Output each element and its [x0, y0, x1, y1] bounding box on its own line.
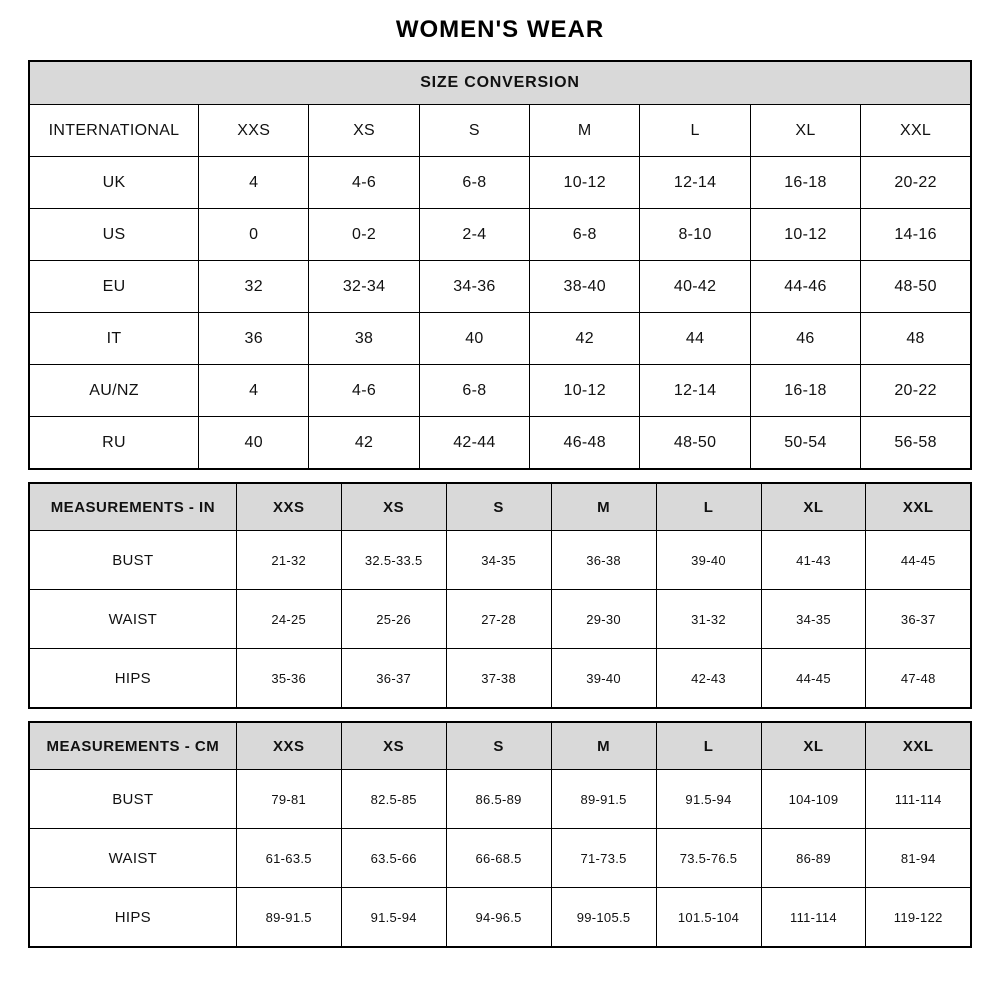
value-cell: 4 [199, 157, 309, 209]
value-cell: 0 [199, 209, 309, 261]
column-header: M [551, 483, 656, 531]
value-cell: 24-25 [236, 590, 341, 649]
value-cell: 29-30 [551, 590, 656, 649]
value-cell: 104-109 [761, 770, 866, 829]
value-cell: 48-50 [861, 261, 971, 313]
table-row [29, 770, 971, 829]
table-row [29, 209, 971, 261]
value-cell: 42 [530, 313, 640, 365]
value-cell: 12-14 [640, 365, 750, 417]
header-row [29, 105, 971, 157]
measurements-in-table [28, 482, 972, 709]
table-row [29, 829, 971, 888]
page-title: WOMEN'S WEAR [395, 16, 605, 43]
column-header: XS [341, 483, 446, 531]
value-cell: 66-68.5 [446, 829, 551, 888]
value-cell: 4-6 [309, 157, 419, 209]
value-cell: 27-28 [446, 590, 551, 649]
value-cell: 8-10 [640, 209, 750, 261]
column-header: M [530, 105, 640, 157]
label-cell: WAIST [29, 829, 236, 888]
row-header: MEASUREMENTS - CM [29, 722, 236, 770]
value-cell: 20-22 [861, 157, 971, 209]
value-cell: 40-42 [640, 261, 750, 313]
value-cell: 101.5-104 [656, 888, 761, 948]
value-cell: 32-34 [309, 261, 419, 313]
label-cell: BUST [29, 770, 236, 829]
column-header: XXL [866, 483, 971, 531]
value-cell: 12-14 [640, 157, 750, 209]
column-header: M [551, 722, 656, 770]
label-cell: EU [29, 261, 199, 313]
value-cell: 40 [199, 417, 309, 470]
value-cell: 34-35 [761, 590, 866, 649]
table-row [29, 649, 971, 709]
value-cell: 36-37 [866, 590, 971, 649]
value-cell: 79-81 [236, 770, 341, 829]
value-cell: 38 [309, 313, 419, 365]
value-cell: 32 [199, 261, 309, 313]
value-cell: 34-35 [446, 531, 551, 590]
column-header: S [419, 105, 529, 157]
label-cell: HIPS [29, 649, 236, 709]
table-row [29, 365, 971, 417]
row-header: MEASUREMENTS - IN [29, 483, 236, 531]
size-conversion-table [28, 60, 972, 470]
value-cell: 46 [750, 313, 860, 365]
table-row [29, 888, 971, 948]
value-cell: 10-12 [530, 157, 640, 209]
value-cell: 91.5-94 [341, 888, 446, 948]
value-cell: 36-37 [341, 649, 446, 709]
value-cell: 32.5-33.5 [341, 531, 446, 590]
value-cell: 6-8 [419, 157, 529, 209]
value-cell: 31-32 [656, 590, 761, 649]
banner-row [29, 61, 971, 105]
label-cell: RU [29, 417, 199, 470]
value-cell: 86-89 [761, 829, 866, 888]
banner-cell: SIZE CONVERSION [29, 61, 971, 105]
value-cell: 39-40 [551, 649, 656, 709]
value-cell: 111-114 [866, 770, 971, 829]
value-cell: 37-38 [446, 649, 551, 709]
label-cell: UK [29, 157, 199, 209]
label-cell: IT [29, 313, 199, 365]
value-cell: 50-54 [750, 417, 860, 470]
value-cell: 82.5-85 [341, 770, 446, 829]
label-cell: HIPS [29, 888, 236, 948]
column-header: XS [309, 105, 419, 157]
value-cell: 42 [309, 417, 419, 470]
column-header: S [446, 483, 551, 531]
column-header: XL [750, 105, 860, 157]
value-cell: 63.5-66 [341, 829, 446, 888]
column-header: XXL [861, 105, 971, 157]
value-cell: 6-8 [419, 365, 529, 417]
value-cell: 20-22 [861, 365, 971, 417]
value-cell: 46-48 [530, 417, 640, 470]
value-cell: 40 [419, 313, 529, 365]
value-cell: 48-50 [640, 417, 750, 470]
value-cell: 71-73.5 [551, 829, 656, 888]
value-cell: 86.5-89 [446, 770, 551, 829]
measurements-cm-table [28, 721, 972, 948]
value-cell: 48 [861, 313, 971, 365]
row-header: INTERNATIONAL [29, 105, 199, 157]
table-row [29, 313, 971, 365]
column-header: XXL [866, 722, 971, 770]
value-cell: 25-26 [341, 590, 446, 649]
label-cell: WAIST [29, 590, 236, 649]
value-cell: 10-12 [750, 209, 860, 261]
table-row [29, 531, 971, 590]
value-cell: 44 [640, 313, 750, 365]
value-cell: 16-18 [750, 365, 860, 417]
value-cell: 35-36 [236, 649, 341, 709]
value-cell: 14-16 [861, 209, 971, 261]
value-cell: 0-2 [309, 209, 419, 261]
value-cell: 2-4 [419, 209, 529, 261]
value-cell: 81-94 [866, 829, 971, 888]
table-row [29, 417, 971, 470]
value-cell: 42-44 [419, 417, 529, 470]
column-header: L [656, 722, 761, 770]
table-row [29, 261, 971, 313]
value-cell: 119-122 [866, 888, 971, 948]
column-header: S [446, 722, 551, 770]
value-cell: 91.5-94 [656, 770, 761, 829]
table-row [29, 590, 971, 649]
column-header: XL [761, 483, 866, 531]
value-cell: 73.5-76.5 [656, 829, 761, 888]
value-cell: 99-105.5 [551, 888, 656, 948]
value-cell: 89-91.5 [551, 770, 656, 829]
value-cell: 39-40 [656, 531, 761, 590]
column-header: L [640, 105, 750, 157]
value-cell: 36 [199, 313, 309, 365]
value-cell: 47-48 [866, 649, 971, 709]
value-cell: 10-12 [530, 365, 640, 417]
value-cell: 61-63.5 [236, 829, 341, 888]
value-cell: 44-46 [750, 261, 860, 313]
value-cell: 34-36 [419, 261, 529, 313]
label-cell: AU/NZ [29, 365, 199, 417]
value-cell: 38-40 [530, 261, 640, 313]
value-cell: 16-18 [750, 157, 860, 209]
table-row [29, 157, 971, 209]
value-cell: 89-91.5 [236, 888, 341, 948]
column-header: XS [341, 722, 446, 770]
value-cell: 44-45 [761, 649, 866, 709]
value-cell: 44-45 [866, 531, 971, 590]
column-header: XL [761, 722, 866, 770]
value-cell: 4-6 [309, 365, 419, 417]
value-cell: 94-96.5 [446, 888, 551, 948]
value-cell: 36-38 [551, 531, 656, 590]
value-cell: 4 [199, 365, 309, 417]
value-cell: 111-114 [761, 888, 866, 948]
value-cell: 56-58 [861, 417, 971, 470]
value-cell: 42-43 [656, 649, 761, 709]
value-cell: 41-43 [761, 531, 866, 590]
label-cell: US [29, 209, 199, 261]
value-cell: 21-32 [236, 531, 341, 590]
value-cell: 6-8 [530, 209, 640, 261]
column-header: XXS [236, 483, 341, 531]
header-row [29, 722, 971, 770]
label-cell: BUST [29, 531, 236, 590]
column-header: XXS [236, 722, 341, 770]
header-row [29, 483, 971, 531]
column-header: XXS [199, 105, 309, 157]
column-header: L [656, 483, 761, 531]
